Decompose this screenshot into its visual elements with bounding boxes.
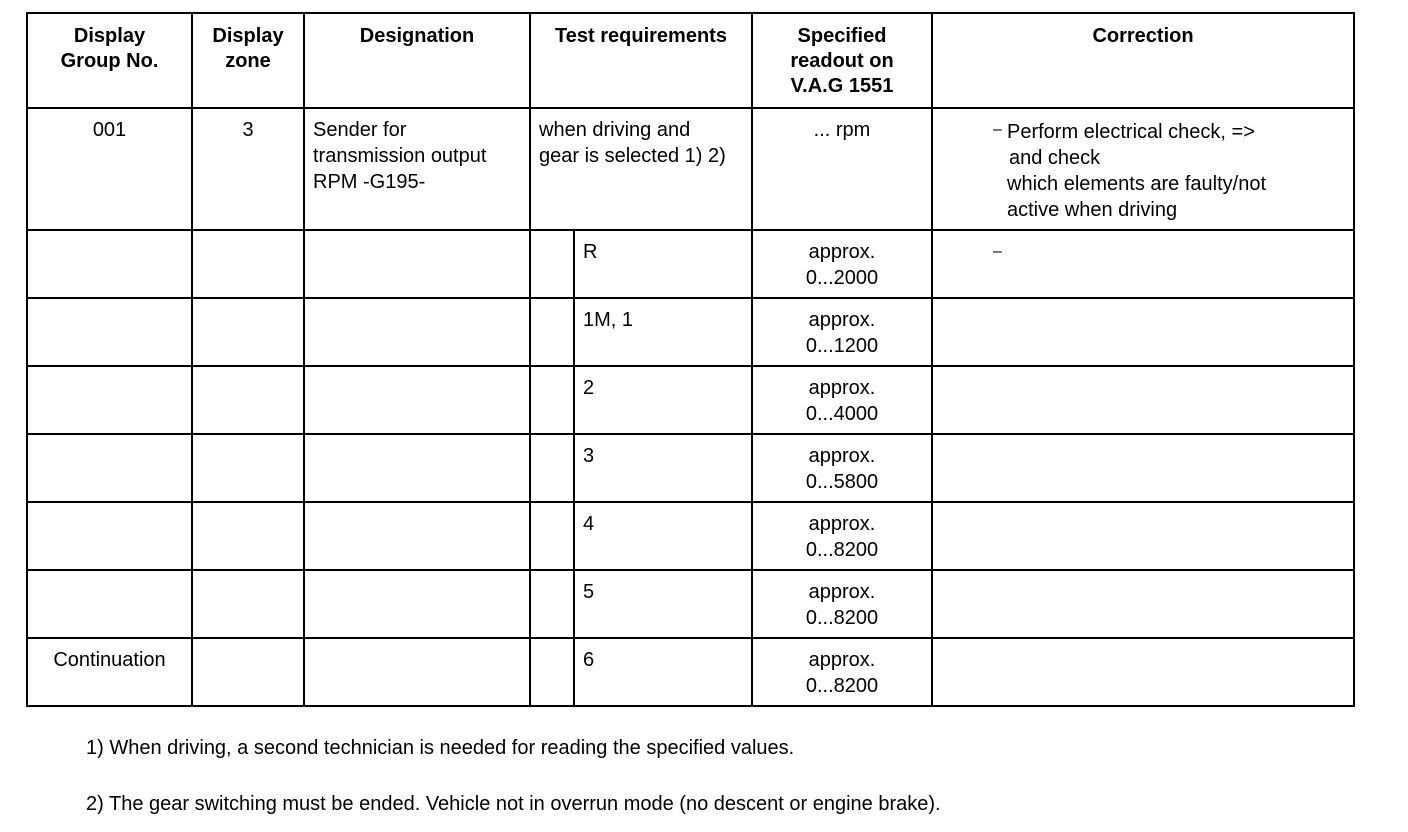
cell-correction xyxy=(932,230,1354,298)
cell-designation xyxy=(304,230,530,298)
cell-readout: approx. 0...2000 xyxy=(752,230,932,298)
cell-designation: Sender for transmission output RPM -G195- xyxy=(304,108,530,230)
cell-correction xyxy=(932,570,1354,638)
cell-readout: approx. 0...4000 xyxy=(752,366,932,434)
table-row xyxy=(27,366,1354,434)
header-row xyxy=(27,13,1354,108)
cell-correction xyxy=(932,638,1354,706)
cell-readout: ... rpm xyxy=(752,108,932,230)
cell-gear: 4 xyxy=(574,502,752,570)
cell-gear: 1M, 1 xyxy=(574,298,752,366)
header-designation: Designation xyxy=(304,13,530,108)
cell-requirements: when driving and gear is selected 1) 2) xyxy=(530,108,752,230)
table-row xyxy=(27,502,1354,570)
footnote-2: 2) The gear switching must be ended. Vehicle not in overrun mode (no descent or engine brake). xyxy=(86,793,941,815)
cell-zone xyxy=(192,298,304,366)
header-display-zone: Display zone xyxy=(192,13,304,108)
cell-designation xyxy=(304,298,530,366)
cell-zone xyxy=(192,366,304,434)
cell-indent xyxy=(530,298,574,366)
correction-line: Perform electrical check, => xyxy=(1007,121,1255,143)
correction-line: which elements are faulty/not active when driving xyxy=(1007,173,1267,221)
cell-readout: approx. 0...1200 xyxy=(752,298,932,366)
cell-correction xyxy=(932,502,1354,570)
cell-gear: 3 xyxy=(574,434,752,502)
cell-zone xyxy=(192,570,304,638)
cell-correction xyxy=(932,366,1354,434)
cell-group: Continuation xyxy=(27,638,192,706)
table-row xyxy=(27,230,1354,298)
table-row xyxy=(27,298,1354,366)
cell-gear: R xyxy=(574,230,752,298)
cell-indent xyxy=(530,638,574,706)
cell-designation xyxy=(304,434,530,502)
cell-group xyxy=(27,298,192,366)
cell-zone xyxy=(192,230,304,298)
cell-correction xyxy=(932,298,1354,366)
dash-bullet: – xyxy=(993,243,1002,260)
cell-group xyxy=(27,434,192,502)
dash-bullet: – xyxy=(993,121,1002,138)
cell-indent xyxy=(530,570,574,638)
header-display-group: Display Group No. xyxy=(27,13,192,108)
cell-designation xyxy=(304,638,530,706)
cell-gear: 5 xyxy=(574,570,752,638)
cell-gear: 6 xyxy=(574,638,752,706)
cell-indent xyxy=(530,366,574,434)
correction-line: and check xyxy=(1009,147,1101,169)
cell-group xyxy=(27,502,192,570)
cell-designation xyxy=(304,366,530,434)
cell-group xyxy=(27,230,192,298)
cell-readout: approx. 0...8200 xyxy=(752,502,932,570)
cell-correction xyxy=(932,434,1354,502)
table-row xyxy=(27,434,1354,502)
spec-table xyxy=(26,12,1355,707)
cell-group: 001 xyxy=(27,108,192,230)
table-row xyxy=(27,638,1354,706)
footnote-1: 1) When driving, a second technician is needed for reading the specified values. xyxy=(86,737,795,759)
header-correction: Correction xyxy=(932,13,1354,108)
cell-readout: approx. 0...8200 xyxy=(752,570,932,638)
cell-group xyxy=(27,570,192,638)
cell-correction xyxy=(932,108,1354,230)
cell-designation xyxy=(304,502,530,570)
cell-indent xyxy=(530,230,574,298)
cell-readout: approx. 0...8200 xyxy=(752,638,932,706)
cell-designation xyxy=(304,570,530,638)
cell-indent xyxy=(530,434,574,502)
cell-zone xyxy=(192,434,304,502)
cell-indent xyxy=(530,502,574,570)
cell-readout: approx. 0...5800 xyxy=(752,434,932,502)
cell-zone xyxy=(192,502,304,570)
cell-zone xyxy=(192,638,304,706)
cell-gear: 2 xyxy=(574,366,752,434)
header-specified-readout: Specified readout on V.A.G 1551 xyxy=(752,13,932,108)
table-row-main xyxy=(27,108,1354,230)
cell-group xyxy=(27,366,192,434)
header-test-requirements: Test requirements xyxy=(530,13,752,108)
table-row xyxy=(27,570,1354,638)
cell-zone: 3 xyxy=(192,108,304,230)
